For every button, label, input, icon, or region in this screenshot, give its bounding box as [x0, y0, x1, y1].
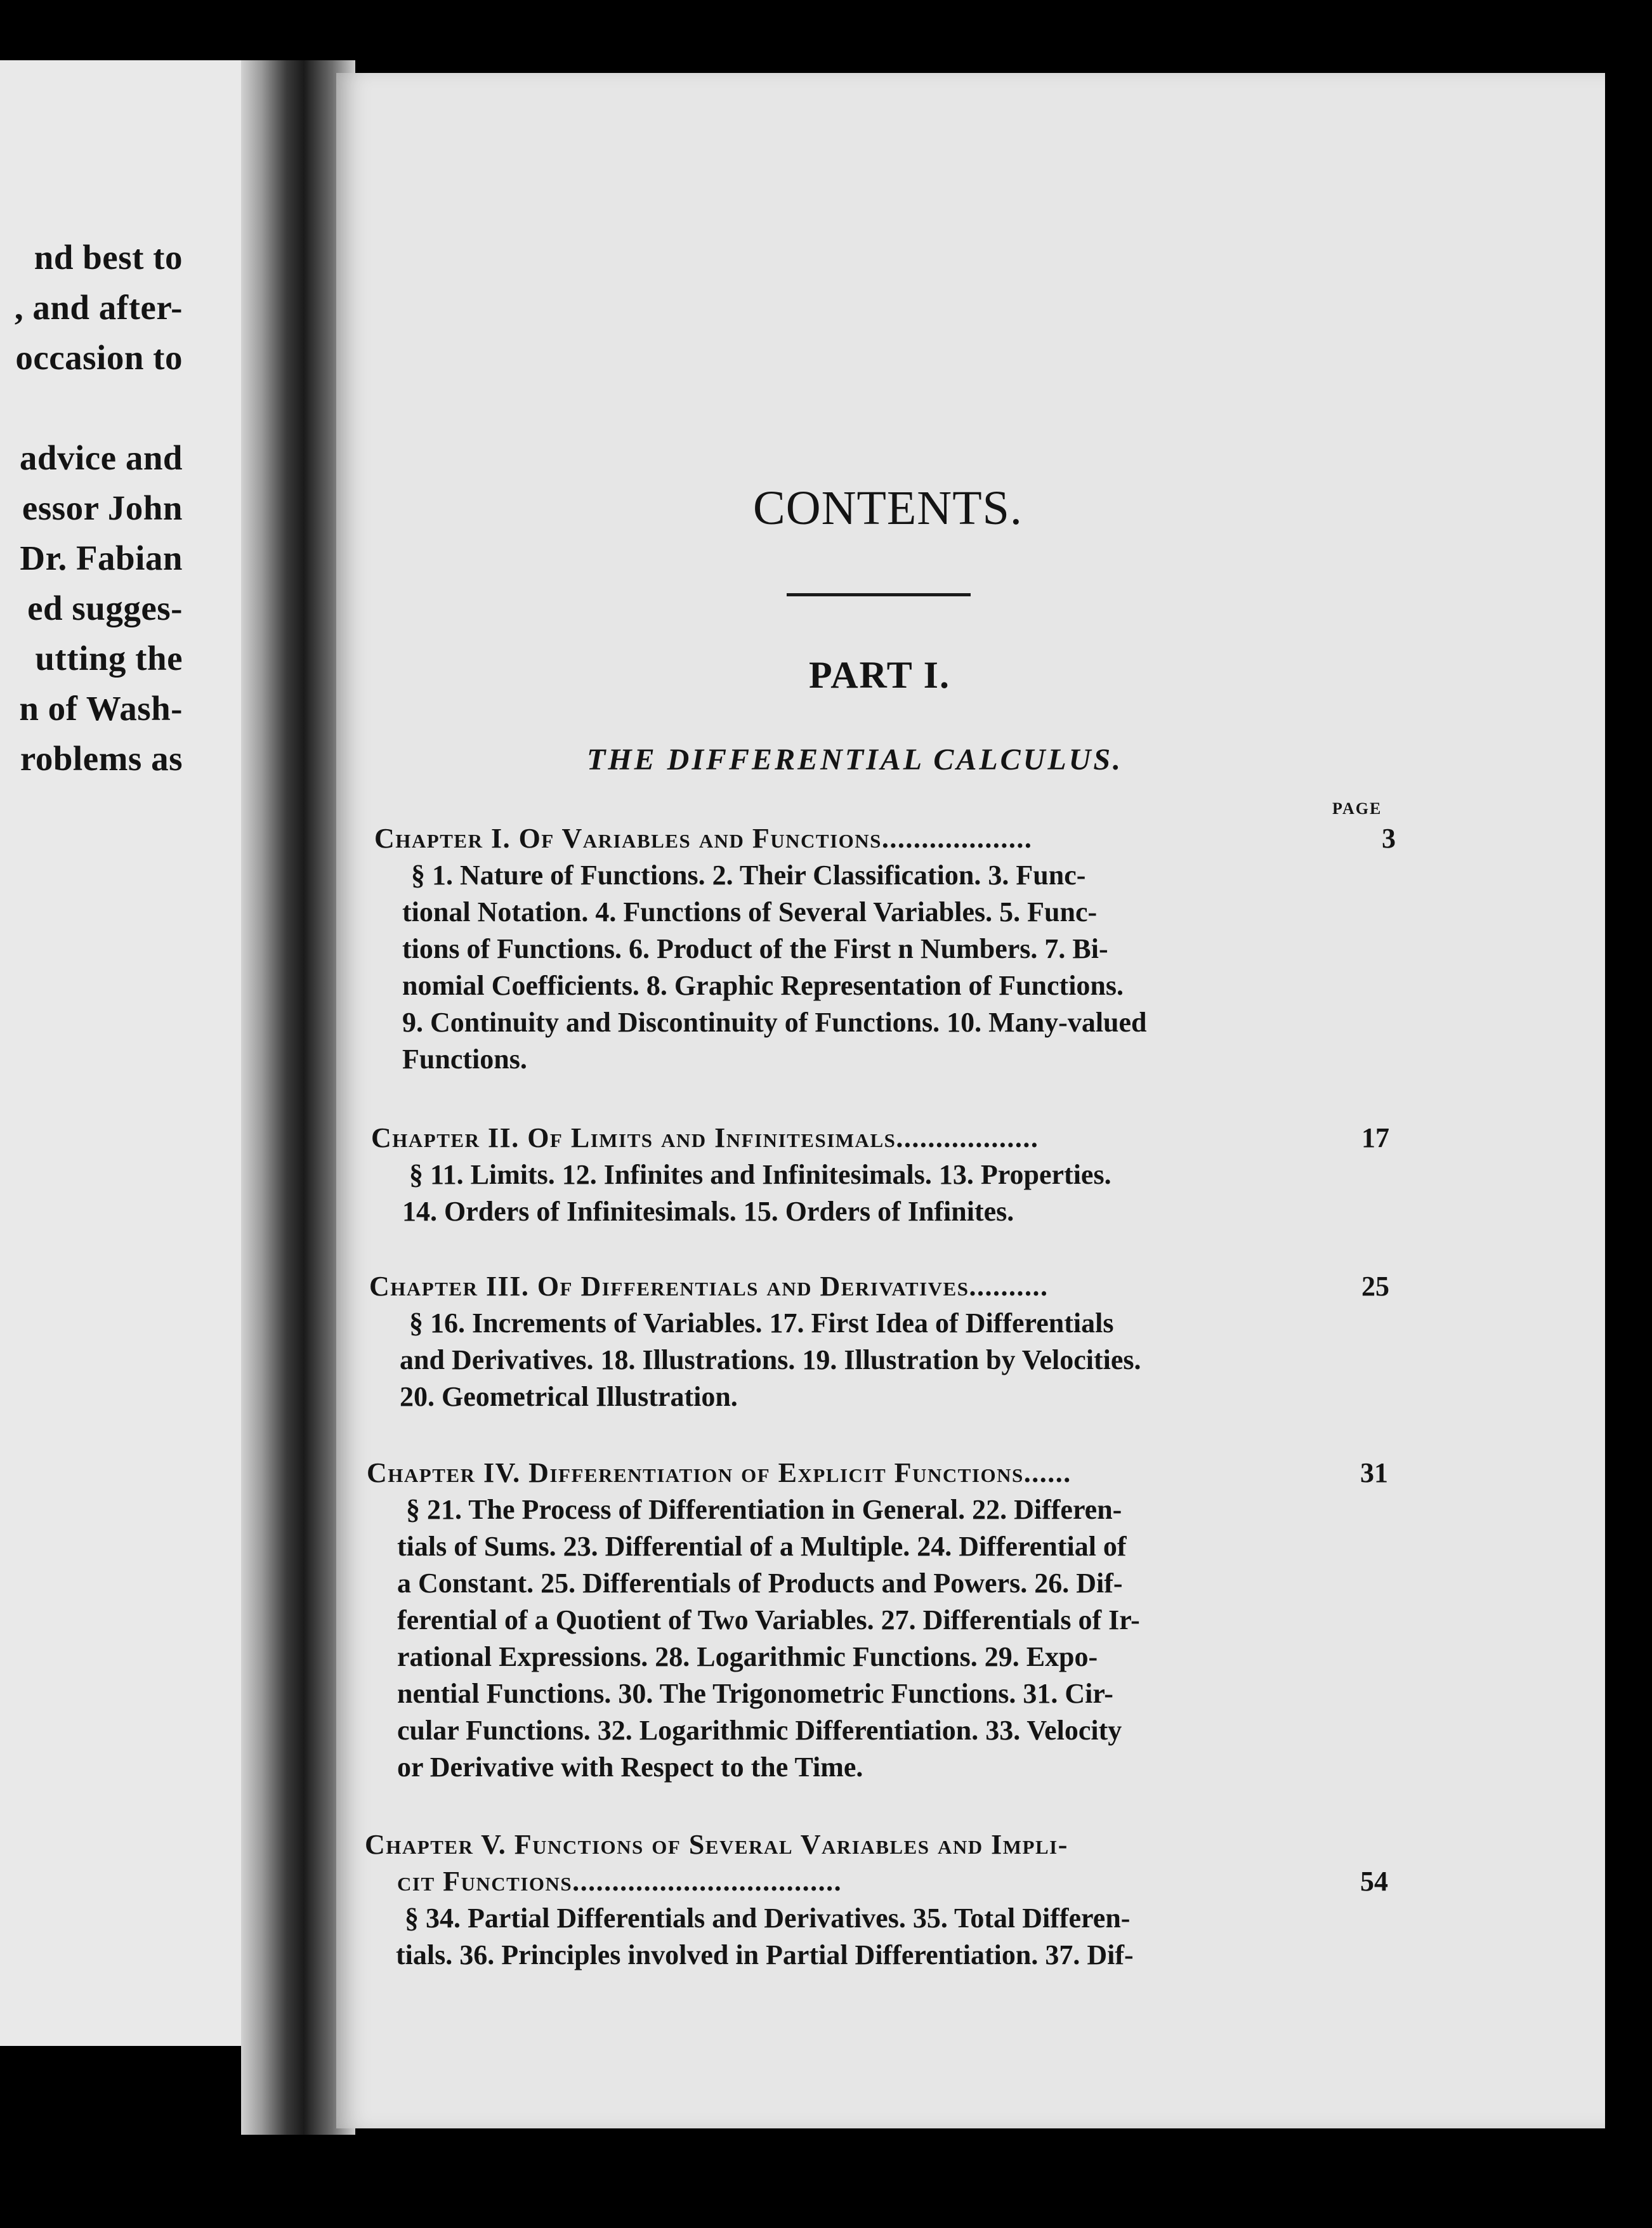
contents-page [336, 73, 1605, 2128]
chapter-heading: Chapter I. Of Variables and Functions................... [374, 823, 1033, 854]
chapter-heading: Chapter II. Of Limits and Infinitesimals.................. [371, 1122, 1039, 1153]
chapter-section-line: § 16. Increments of Variables. 17. First Idea of Differentials [409, 1307, 1114, 1339]
chapter-section-line: rational Expressions. 28. Logarithmic Functions. 29. Expo- [397, 1641, 1098, 1672]
chapter-section-line: tions of Functions. 6. Product of the First n Numbers. 7. Bi- [402, 933, 1108, 964]
chapter-section-line: and Derivatives. 18. Illustrations. 19. Illustration by Velocities. [400, 1344, 1141, 1375]
chapter-section-line: 14. Orders of Infinitesimals. 15. Orders of Infinites. [402, 1196, 1014, 1227]
facing-page-line: roblems as [20, 739, 183, 778]
part-heading: PART I. [809, 654, 951, 696]
facing-page-line: nd best to [34, 238, 183, 277]
facing-page-line: , and after- [14, 288, 183, 327]
chapter-page-number: 17 [1361, 1122, 1389, 1153]
chapter-section-line: a Constant. 25. Differentials of Products and Powers. 26. Dif- [397, 1568, 1123, 1599]
page-title: CONTENTS. [753, 482, 1023, 535]
page-column-heading: PAGE [1332, 799, 1382, 818]
chapter-section-line: nomial Coefficients. 8. Graphic Representation of Functions. [402, 970, 1124, 1001]
chapter-section-line: § 21. The Process of Differentiation in General. 22. Differen- [406, 1494, 1122, 1525]
facing-page-line: utting the [35, 639, 183, 678]
chapter-section-line: § 11. Limits. 12. Infinites and Infinitesimals. 13. Properties. [409, 1159, 1111, 1190]
chapter-page-number: 54 [1360, 1866, 1388, 1897]
facing-page-line: ed sugges- [27, 589, 183, 627]
chapter-page-number: 31 [1360, 1457, 1388, 1488]
chapter-section-line: tials of Sums. 23. Differential of a Multiple. 24. Differential of [397, 1531, 1127, 1562]
chapter-heading: Chapter IV. Differentiation of Explicit Functions...... [367, 1457, 1072, 1488]
chapter-section-line: or Derivative with Respect to the Time. [397, 1752, 863, 1783]
chapter-section-line: 9. Continuity and Discontinuity of Functions. 10. Many-valued [402, 1007, 1147, 1038]
facing-page-line: Dr. Fabian [20, 539, 183, 577]
part-subtitle: THE DIFFERENTIAL CALCULUS. [587, 743, 1124, 777]
chapter-heading: Chapter III. Of Differentials and Derivatives.......... [369, 1271, 1049, 1302]
chapter-section-line: tional Notation. 4. Functions of Several Variables. 5. Func- [402, 896, 1098, 927]
facing-page [0, 60, 241, 2046]
chapter-section-line: cular Functions. 32. Logarithmic Differentiation. 33. Velocity [397, 1715, 1122, 1746]
chapter-section-line: nential Functions. 30. The Trigonometric Functions. 31. Cir- [397, 1678, 1113, 1709]
chapter-section-line: ferential of a Quotient of Two Variables. 27. Differentials of Ir- [397, 1604, 1140, 1635]
facing-page-line: advice and [19, 438, 183, 477]
facing-page-line: n of Wash- [19, 689, 183, 728]
chapter-heading-continuation: cit Functions.................................. [397, 1866, 842, 1897]
chapter-section-line: tials. 36. Principles involved in Partial Differentiation. 37. Dif- [396, 1939, 1134, 1970]
chapter-page-number: 25 [1361, 1271, 1389, 1302]
chapter-section-line: § 1. Nature of Functions. 2. Their Classification. 3. Func- [411, 860, 1086, 891]
chapter-section-line: 20. Geometrical Illustration. [400, 1381, 738, 1412]
chapter-section-line: § 34. Partial Differentials and Derivatives. 35. Total Differen- [405, 1903, 1131, 1934]
chapter-heading: Chapter V. Functions of Several Variables and Impli- [365, 1829, 1068, 1860]
title-rule [787, 593, 971, 596]
chapter-section-line: Functions. [402, 1044, 527, 1075]
chapter-page-number: 3 [1382, 823, 1396, 854]
facing-page-line: occasion to [15, 338, 183, 377]
facing-page-line: essor John [22, 488, 183, 527]
